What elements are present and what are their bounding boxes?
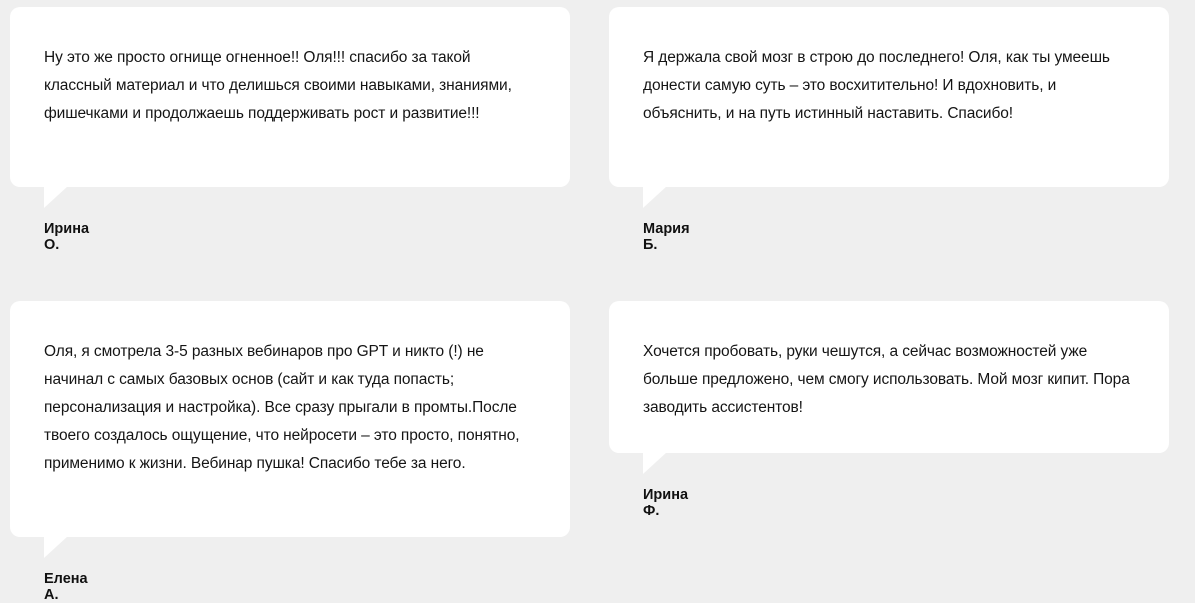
review-bubble [10, 301, 570, 537]
review-author: Мария Б. [643, 221, 690, 253]
review-text: Ну это же просто огнище огненное!! Оля!!! спасибо за такой классный материал и что делишься своими навыками, знаниями, фишечками и продолжаешь поддерживать рост и развитие!!! [44, 49, 512, 122]
review-text: Хочется пробовать, руки чешутся, а сейчас возможностей уже больше предложено, чем смогу использовать. Мой мозг кипит. Пора заводить ассистентов! [643, 343, 1130, 416]
review-author: Елена А. [44, 571, 88, 603]
review-author: Ирина О. [44, 221, 90, 253]
review-bubble [609, 7, 1169, 187]
review-author: Ирина Ф. [643, 487, 689, 519]
review-bubble [10, 7, 570, 187]
review-bubble [609, 301, 1169, 453]
review-text: Я держала свой мозг в строю до последнего! Оля, как ты умеешь донести самую суть – это восхитительно! И вдохновить, и объяснить, и на путь истинный наставить. Спасибо! [643, 49, 1110, 122]
review-text: Оля, я смотрела 3-5 разных вебинаров про GPT и никто (!) не начинал с самых базовых основ (сайт и как туда попасть; персонализация и настройка). Все сразу прыгали в промты.После твоего создалось ощущение, что нейросети – это просто, понятно, применимо к жизни. Вебинар пушка! Спасибо тебе за него. [44, 343, 520, 472]
